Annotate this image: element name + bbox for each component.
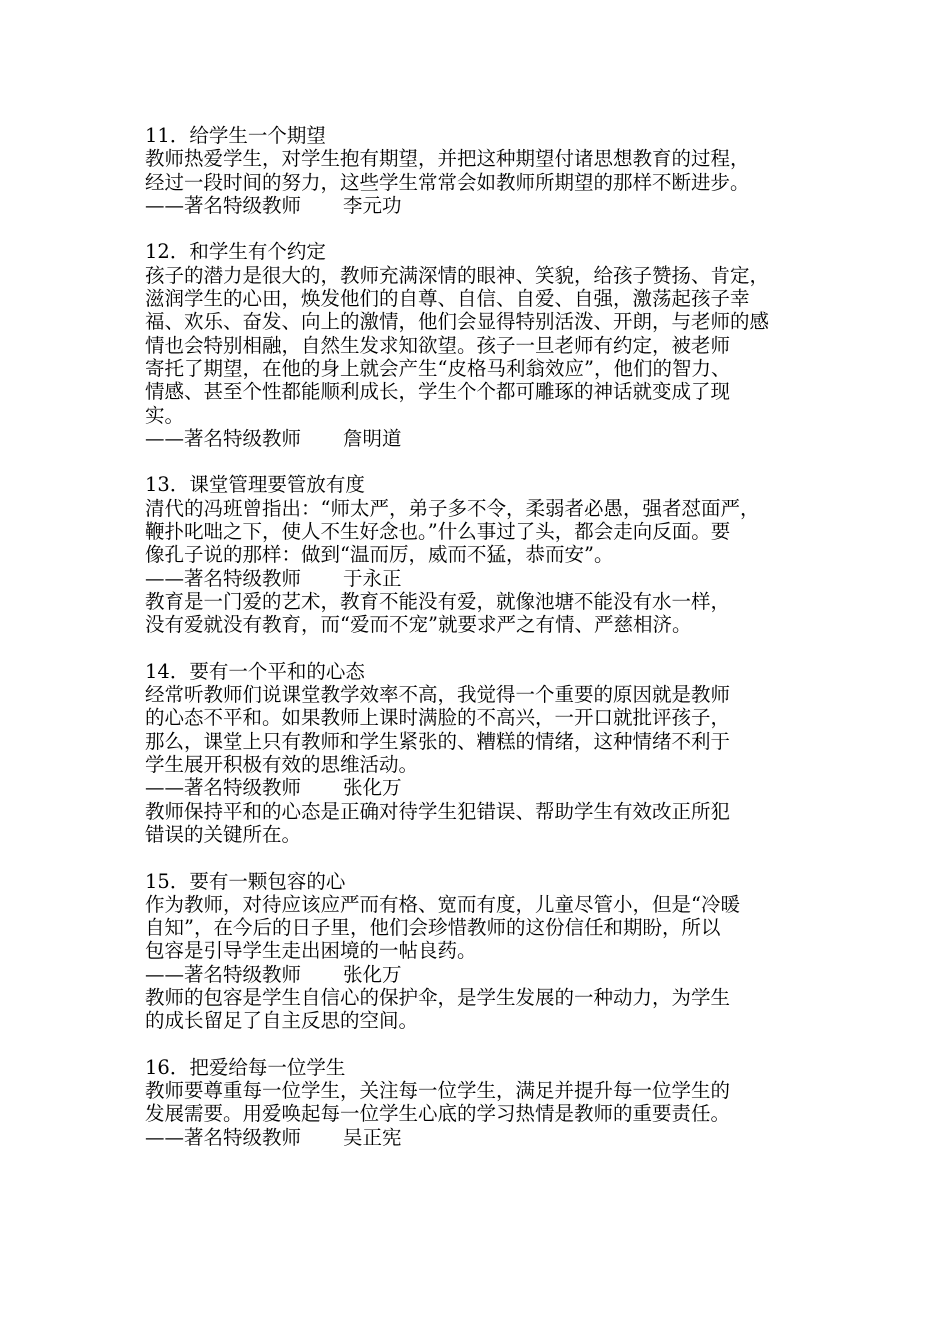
attribution-role: ——著名特级教师	[145, 1125, 302, 1149]
section-title: 12．和学生有个约定	[145, 240, 326, 264]
attribution	[145, 194, 825, 217]
paragraph-line: 鞭扑叱咄之下，使人不生好念也。”什么事过了头，都会走向反面。要	[145, 520, 731, 544]
paragraph	[145, 893, 825, 963]
paragraph	[145, 264, 825, 427]
paragraph-line: 自知”，在今后的日子里，他们会珍惜教师的这份信任和期盼，所以	[145, 916, 721, 940]
paragraph-line: 的心态不平和。如果教师上课时满脸的不高兴，一开口就批评孩子，	[145, 706, 731, 730]
attribution-role: ——著名特级教师	[145, 566, 302, 590]
paragraph-line: 福、欢乐、奋发、向上的激情，他们会显得特别活泼、开朗，与老师的感	[145, 310, 770, 334]
attribution-role: ——著名特级教师	[145, 962, 302, 986]
paragraph-line: 像孔子说的那样：做到“温而厉，威而不猛，恭而安”。	[145, 543, 614, 567]
paragraph-line: 实。	[145, 403, 185, 427]
attribution	[145, 963, 825, 986]
paragraph-line: 发展需要。用爱唤起每一位学生心底的学习热情是教师的重要责任。	[145, 1102, 731, 1126]
attribution	[145, 1126, 825, 1149]
paragraph-line: 包容是引导学生走出困境的一帖良药。	[145, 939, 477, 963]
paragraph-line: 教师要尊重每一位学生，关注每一位学生，满足并提升每一位学生的	[145, 1079, 731, 1103]
paragraph-line: 寄托了期望，在他的身上就会产生“皮格马利翁效应”，他们的智力、	[145, 356, 731, 380]
paragraph	[145, 800, 825, 847]
paragraph-line: 经常听教师们说课堂教学效率不高，我觉得一个重要的原因就是教师	[145, 683, 731, 707]
paragraph	[145, 683, 825, 776]
paragraph-line: 经过一段时间的努力，这些学生常常会如教师所期望的那样不断进步。	[145, 170, 750, 194]
paragraph-line: 教师保持平和的心态是正确对待学生犯错误、帮助学生有效改正所犯	[145, 799, 731, 823]
article-section	[145, 473, 825, 636]
attribution-role: ——著名特级教师	[145, 193, 302, 217]
paragraph-line: 情也会特别相融，自然生发求知欲望。孩子一旦老师有约定，被老师	[145, 333, 731, 357]
section-title: 16．把爱给每一位学生	[145, 1055, 346, 1079]
section-title: 11．给学生一个期望	[145, 124, 326, 147]
attribution-role: ——著名特级教师	[145, 426, 302, 450]
attribution	[145, 776, 825, 799]
attribution-name: 于永正	[343, 566, 402, 590]
attribution-name: 张化万	[343, 776, 402, 800]
paragraph-line: 教师的包容是学生自信心的保护伞，是学生发展的一种动力，为学生	[145, 985, 731, 1009]
paragraph-line: 教师热爱学生，对学生抱有期望，并把这种期望付诸思想教育的过程，	[145, 147, 750, 171]
attribution-name: 李元功	[343, 193, 402, 217]
attribution-name: 吴正宪	[343, 1125, 402, 1149]
article-section	[145, 870, 825, 1033]
paragraph	[145, 986, 825, 1033]
attribution-name: 张化万	[343, 962, 402, 986]
attribution	[145, 567, 825, 590]
paragraph-line: 清代的冯班曾指出：“师太严，弟子多不令，柔弱者必愚，强者怼面严，	[145, 496, 760, 520]
paragraph-line: 没有爱就没有教育，而“爱而不宠”就要求严之有情、严慈相济。	[145, 613, 692, 637]
paragraph-line: 孩子的潜力是很大的，教师充满深情的眼神、笑貌，给孩子赞扬、肯定，	[145, 263, 770, 287]
article-section	[145, 240, 825, 450]
attribution-name: 詹明道	[343, 426, 402, 450]
paragraph	[145, 497, 825, 567]
attribution	[145, 427, 825, 450]
paragraph-line: 那么，课堂上只有教师和学生紧张的、糟糕的情绪，这种情绪不利于	[145, 729, 731, 753]
paragraph-line: 学生展开积极有效的思维活动。	[145, 753, 419, 777]
document-page	[145, 124, 825, 1172]
paragraph-line: 教育是一门爱的艺术，教育不能没有爱，就像池塘不能没有水一样，	[145, 589, 731, 613]
paragraph	[145, 1079, 825, 1126]
paragraph-line: 的成长留足了自主反思的空间。	[145, 1009, 419, 1033]
section-title: 13．课堂管理要管放有度	[145, 473, 365, 497]
article-section	[145, 660, 825, 846]
paragraph	[145, 147, 825, 194]
attribution-role: ——著名特级教师	[145, 776, 302, 800]
section-title: 14．要有一个平和的心态	[145, 659, 365, 683]
paragraph-line: 作为教师，对待应该应严而有格、宽而有度，儿童尽管小，但是“冷暖	[145, 892, 740, 916]
article-section	[145, 1056, 825, 1149]
paragraph	[145, 590, 825, 637]
paragraph-line: 错误的关键所在。	[145, 822, 302, 846]
section-title: 15．要有一颗包容的心	[145, 869, 346, 893]
paragraph-line: 情感、甚至个性都能顺利成长，学生个个都可雕琢的神话就变成了现	[145, 380, 731, 404]
paragraph-line: 滋润学生的心田，焕发他们的自尊、自信、自爱、自强，激荡起孩子幸	[145, 287, 750, 311]
article-section	[145, 124, 825, 217]
